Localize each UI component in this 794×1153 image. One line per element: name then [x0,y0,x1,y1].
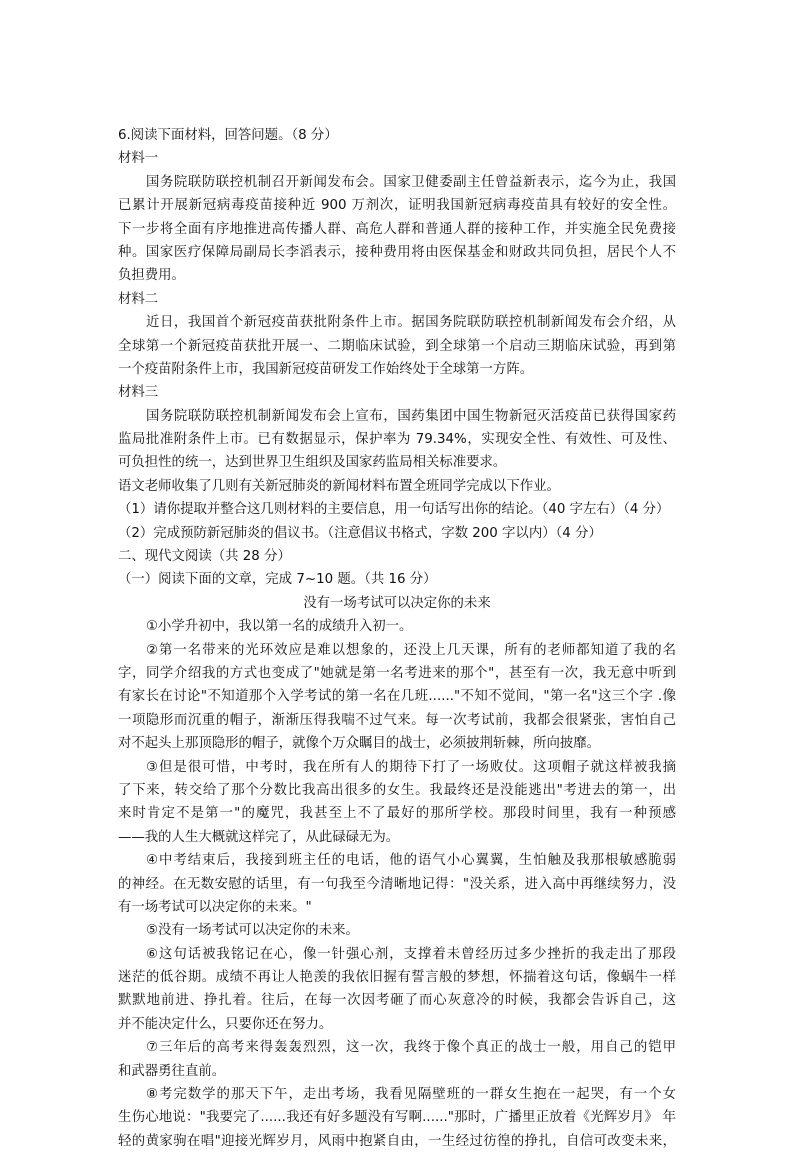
text-line: 并不能决定什么，只要你还在努力。 [118,1016,333,1032]
text-line: ⑧考完数学的那天下午，走出考场，我看见隔壁班的一群女生抱在一起哭，有一个女 [146,1087,676,1103]
text-line: ——我的人生大概就这样完了，从此碌碌无为。 [118,829,400,845]
text-line: 一个疫苗附条件上市，我国新冠疫苗研发工作始终处于全球第一方阵。 [118,361,534,377]
text-line: 迷茫的低谷期。成绩不再让人艳羡的我依旧握有誓言般的梦想，怀揣着这句话，像蜗牛一样 [118,970,676,986]
text-line: 全球第一个新冠疫苗获批开展一、二期临床试验，到全球第一个启动三期临床试验，再到第 [118,338,676,354]
text-line: 的神经。在无数安慰的话里，有一句我至今清晰地记得："没关系，进入高中再继续努力，没 [118,876,676,892]
text-line: ⑦三年后的高考来得轰轰烈烈，这一次，我终于像个真正的战士一般，用自己的铠甲 [146,1040,676,1056]
text-line: 已累计开展新冠病毒疫苗接种近 900 万剂次，证明我国新冠病毒疫苗具有较好的安全性。 [118,198,676,214]
document-page [118,124,676,1153]
text-line: 有家长在讨论"不知道那个入学考试的第一名在几班......"不知不觉间，"第一名"这三个字 .像 [118,689,676,705]
text-line: 下一步将全面有序地推进高传播人群、高危人群和普通人群的接种工作，并实施全民免费接 [118,221,676,237]
text-line: （2）完成预防新冠肺炎的倡议书。（注意倡议书格式，字数 200 字以内）（4 分） [118,525,602,541]
text-line: 字，同学介绍我的方式也变成了"她就是第一名考进来的那个"，甚至有一次，我无意中听到 [118,665,676,681]
text-line: 语文老师收集了几则有关新冠肺炎的新闻材料布置全班同学完成以下作业。 [118,478,560,494]
text-line: 和武器勇往直前。 [118,1063,226,1079]
text-line: 材料二 [118,291,159,307]
article-title: 没有一场考试可以决定你的未来 [303,595,491,611]
text-line: ④中考结束后，我接到班主任的电话，他的语气小心翼翼，生怕触及我那根敏感脆弱 [146,853,676,869]
text-line: 近日，我国首个新冠疫苗获批附条件上市。据国务院联防联控机制新闻发布会介绍，从 [146,315,676,331]
text-line: 对不起头上那顶隐形的帽子，就像个万众瞩目的战士，必须披荆斩棘，所向披靡。 [118,736,601,752]
text-line: 负担费用。 [118,268,185,284]
text-line: 了下来，转交给了那个分数比我高出很多的女生。我最终还是没能逃出"考进去的第一，出 [118,782,676,798]
text-line: （一）阅读下面的文章，完成 7~10 题。（共 16 分） [118,572,437,588]
text-line: 材料三 [118,385,159,401]
text-line: 有一场考试可以决定你的未来。" [118,899,312,915]
text-line: （1）请你提取并整合这几则材料的主要信息，用一句话写出你的结论。（40 字左右）（4 分） [118,502,670,518]
text-line: 种。国家医疗保障局副局长李滔表示，接种费用将由医保基金和财政共同负担，居民个人不 [118,244,676,260]
text-line: ⑥这句话被我铭记在心，像一针强心剂，支撑着未曾经历过多少挫折的我走出了那段 [146,946,676,962]
text-line: 来时肯定不是第一"的魔咒，我甚至上不了最好的那所学校。那段时间里，我有一种预感 [118,806,676,822]
text-line: ⑤没有一场考试可以决定你的未来。 [146,923,359,939]
text-line: ①小学升初中，我以第一名的成绩升入初一。 [146,619,413,635]
text-line: 默默地前进、挣扎着。往后，在每一次因考砸了而心灰意冷的时候，我都会告诉自己，这 [118,993,676,1009]
text-line: ③但是很可惜，中考时，我在所有人的期待下打了一场败仗。这项帽子就这样被我摘 [146,759,676,775]
text-line: 国务院联防联控机制召开新闻发布会。国家卫健委副主任曾益新表示，迄今为止，我国 [146,174,676,190]
text-line: 监局批准附条件上市。已有数据显示，保护率为 79.34%，实现安全性、有效性、可及性、 [118,432,676,448]
text-line: 轻的黄家驹在唱"迎接光辉岁月，风雨中抱紧自由，一生经过彷徨的挣扎，自信可改变未来， [118,1133,676,1149]
text-line: 可负担性的统一，达到世界卫生组织及国家药监局相关标准要求。 [118,455,507,471]
text-line: 6.阅读下面材料，回答问题。（8 分） [118,128,338,143]
text-line: 国务院联防联控机制新闻发布会上宣布，国药集团中国生物新冠灭活疫苗已获得国家药 [146,408,676,424]
text-line: 材料一 [118,151,159,167]
text-line: ②第一名带来的光环效应是难以想象的，还没上几天课，所有的老师都知道了我的名 [146,642,676,658]
text-line: 二、现代文阅读（共 28 分） [118,549,291,565]
text-line: 生伤心地说："我要完了......我还有好多题没有写啊......"那时，广播里正放着《光辉岁月》 年 [118,1110,676,1126]
text-line: 一项隐形而沉重的帽子，渐渐压得我喘不过气来。每一次考试前，我都会很紧张，害怕自己 [118,712,676,728]
